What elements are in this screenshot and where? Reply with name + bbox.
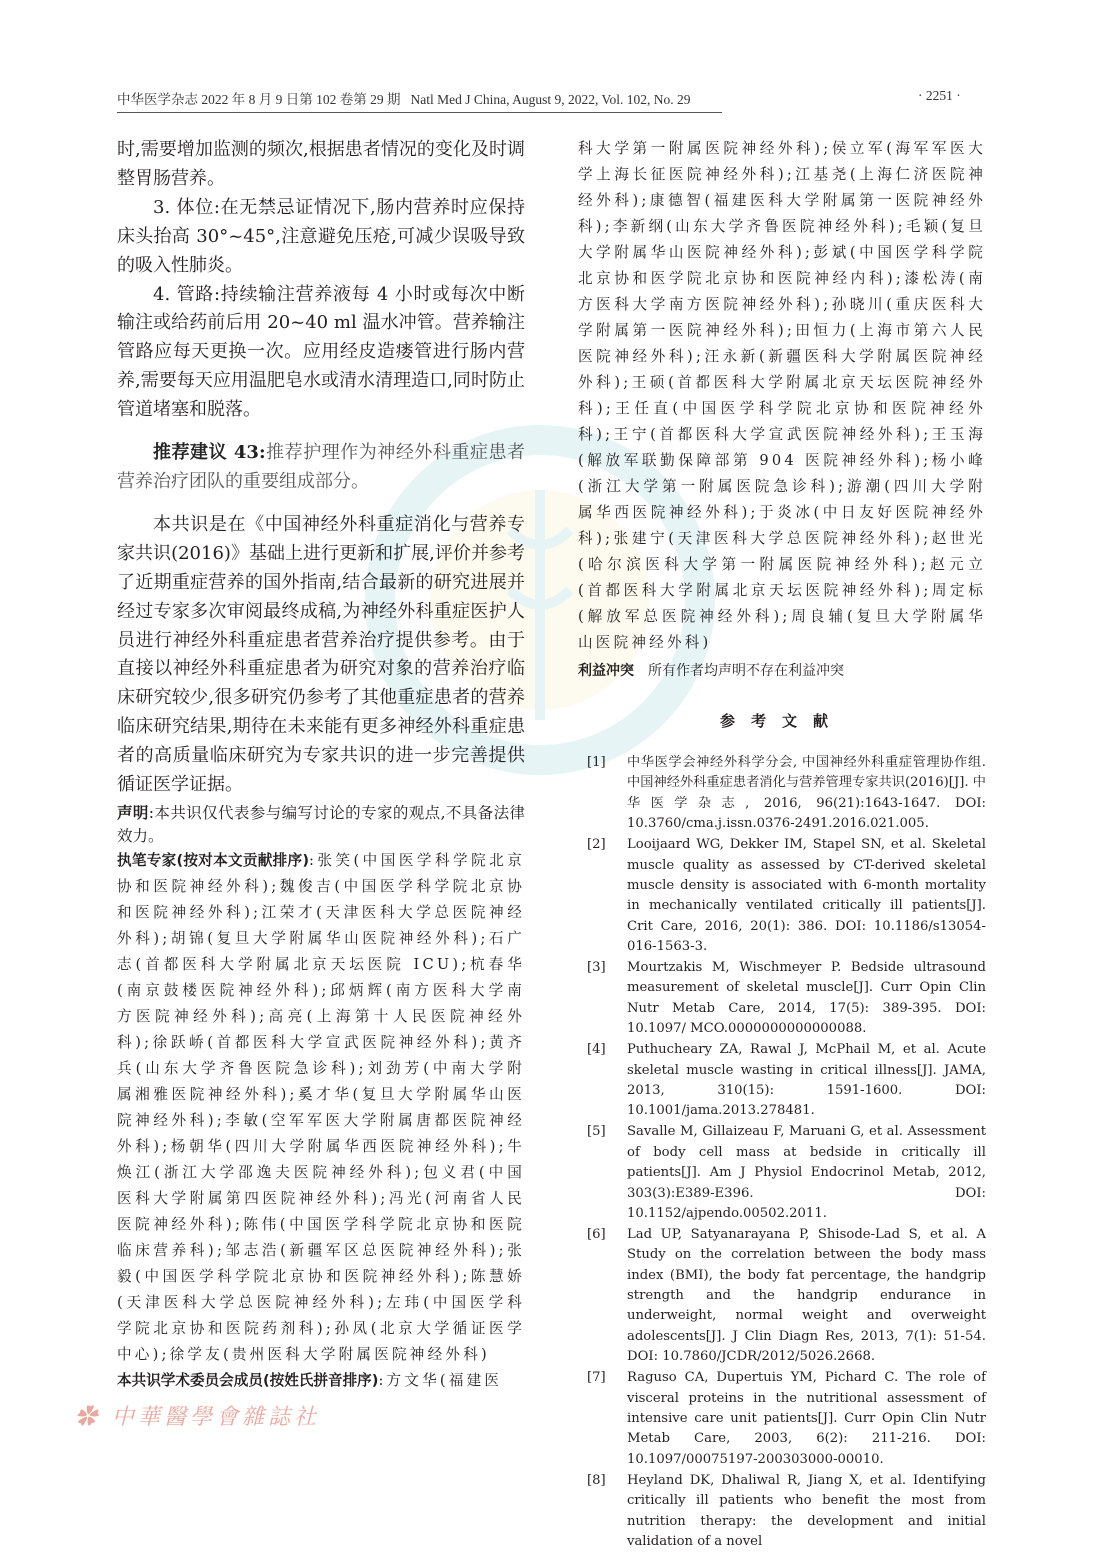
reference-item [587, 1122, 986, 1224]
reference-text: 中华医学会神经外科学分会, 中国神经外科重症管理协作组. 中国神经外科重症患者消化与营养管理专家共识(2016)[J]. 中华医学杂志, 2016, 96(21):1643-1647. DOI: 10.3760/cma.j.issn.0376-2491.2016.021.005. [627, 755, 986, 832]
recommendation-text: 推荐护理作为神经外科重症患者营养治疗团队的重要组成部分。 [117, 442, 525, 492]
reference-text: Looijaard WG, Dekker IM, Stapel SN, et al. Skeletal muscle quality as assessed by CT-derived skeletal muscle density is associated with 6-month mortality in mechanically ventilated critically ill patients[J]. Crit Care, 2016, 20(1): 386. DOI: 10.1186/s13054-016-1563-3. [627, 837, 986, 955]
recommendation-label: 推荐建议 43: [153, 442, 266, 464]
statement-label: 声明 [117, 803, 149, 822]
publisher-logo: ✿ 中華醫學會雜誌社 [75, 1404, 320, 1430]
running-header [117, 88, 722, 113]
reference-number: [8] [587, 1472, 606, 1488]
committee-list-start [117, 1368, 525, 1394]
references-title: 参考文献 [719, 712, 844, 730]
coi-text: 所有作者均声明不存在利益冲突 [648, 663, 844, 679]
conclusion-paragraph: 本共识是在《中国神经外科重症消化与营养专家共识(2016)》基础上进行更新和扩展,评价并参考了近期重症营养的国外指南,结合最新的研究进展并经过专家多次审阅最终成稿,为神经外科重症医护人员进行神经外科重症患者营养治疗提供参考。由于直接以神经外科重症患者为研究对象的营养治疗临床研究较少,很多研究仍参考了其他重症患者的营养临床研究结果,期待在未来能有更多神经外科重症患者的高质量临床研究为专家共识的进一步完善提供循证医学证据。 [117, 513, 525, 796]
reference-item [587, 1368, 986, 1470]
statement [117, 802, 525, 848]
paragraph: 3. 体位:在无禁忌证情况下,肠内营养时应保持床头抬高 30°~45°,注意避免压疮,可减少误吸导致的吸入性肺炎。 [117, 196, 525, 276]
reference-item [587, 1040, 986, 1122]
left-column-top [117, 136, 525, 425]
reference-number: [3] [587, 960, 606, 976]
paragraph: 时,需要增加监测的频次,根据患者情况的变化及时调整胃肠营养。 [117, 139, 525, 189]
statement-text: :本共识仅代表参与编写讨论的专家的观点,不具备法律效力。 [117, 803, 525, 845]
reference-text: Lad UP, Satyanarayana P, Shisode-Lad S, et al. A Study on the correlation between the body mass index (BMI), the body fat percentage, the handgrip strength and the handgrip endurance in underweight, normal weight and overweight adolescents[J]. J Clin Diagn Res, 2013, 7(1): 51-54. DOI: 10.7860/JCDR/2012/5026.2668. [627, 1226, 986, 1365]
reference-text: Raguso CA, Dupertuis YM, Pichard C. The role of visceral proteins in the nutritional assessment of intensive care unit patients[J]. Curr Opin Clin Nutr Metab Care, 2003, 6(2): 211-216. DOI: 10.1097/00075197-200303000-00010. [627, 1370, 986, 1467]
conflict-of-interest [578, 660, 986, 682]
paragraph: 4. 管路:持续输注营养液每 4 小时或每次中断输注或给药前后用 20~40 ml 温水冲管。营养输注管路应每天更换一次。应用经皮造瘘管进行肠内营养,需要每天应用温肥皂水或清水清理造口,同时防止管道堵塞和脱落。 [117, 283, 525, 421]
committee-list-continued: 科大学第一附属医院神经外科);侯立军(海军军医大学上海长征医院神经外科);江基尧(上海仁济医院神经外科);康德智(福建医科大学附属第一医院神经外科);李新纲(山东大学齐鲁医院神经外科);毛颖(复旦大学附属华山医院神经外科);彭斌(中国医学科学院北京协和医学院北京协和医院神经内科);漆松涛(南方医科大学南方医院神经外科);孙晓川(重庆医科大学附属第一医院神经外科);田恒力(上海市第六人民医院神经外科);汪永新(新疆医科大学附属医院神经外科);王硕(首都医科大学附属北京天坛医院神经外科);王任直(中国医学科学院北京协和医院神经外科);王宁(首都医科大学宣武医院神经外科);王玉海(解放军联勤保障部第 904 医院神经外科);杨小峰(浙江大学第一附属医院急诊科);游潮(四川大学附属华西医院神经外科);于炎冰(中日友好医院神经外科);张建宁(天津医科大学总医院神经外科);赵世光(哈尔滨医科大学第一附属医院神经外科);赵元立(首都医科大学附属北京天坛医院神经外科);周定标(解放军总医院神经外科);周良辅(复旦大学附属华山医院神经外科) [578, 140, 986, 651]
reference-item [587, 753, 986, 835]
reference-number: [6] [587, 1226, 606, 1242]
recommendation-43 [117, 439, 525, 497]
page-number: · 2251 · [918, 88, 961, 103]
reference-list [587, 753, 986, 1553]
writers-text: :张笑(中国医学科学院北京协和医院神经外科);魏俊吉(中国医学科学院北京协和医院神经外科);江荣才(天津医科大学总医院神经外科);胡锦(复旦大学附属华山医院神经外科);石广志(首都医科大学附属北京天坛医院 ICU);杭春华(南京鼓楼医院神经外科);邱炳辉(南方医科大学南方医院神经外科);高亮(上海第十人民医院神经外科);徐跃峤(首都医科大学宣武医院神经外科);黄齐兵(山东大学齐鲁医院急诊科);刘劲芳(中南大学附属湘雅医院神经外科);奚才华(复旦大学附属华山医院神经外科);李敏(空军军医大学附属唐都医院神经外科);杨朝华(四川大学附属华西医院神经外科);牛焕江(浙江大学邵逸夫医院神经外科);包义君(中国医科大学附属第四医院神经外科);冯光(河南省人民医院神经外科);陈伟(中国医学科学院北京协和医院临床营养科);邹志浩(新疆军区总医院神经外科);张毅(中国医学科学院北京协和医院神经外科);陈慧娇(天津医科大学总医院神经外科);左玮(中国医学科学院北京协和医院药剂科);孙凤(北京大学循证医学中心);徐学友(贵州医科大学附属医院神经外科) [117, 851, 525, 1363]
coi-label: 利益冲突 [578, 663, 634, 679]
committee-label: 本共识学术委员会成员(按姓氏拼音排序) [117, 1371, 379, 1389]
journal-en: Natl Med J China, August 9, 2022, Vol. 102, No. 29 [410, 92, 691, 107]
reference-item [587, 835, 986, 957]
reference-item [587, 1225, 986, 1368]
writers-list [117, 848, 525, 1368]
reference-text: Heyland DK, Dhaliwal R, Jiang X, et al. Identifying critically ill patients who benefit the most from nutrition therapy: the development and initial validation of a novel [627, 1472, 986, 1549]
reference-number: [5] [587, 1124, 606, 1140]
reference-item [587, 1471, 986, 1553]
reference-text: Savalle M, Gillaizeau F, Maruani G, et al. Assessment of body cell mass at bedside in critically ill patients[J]. Am J Physiol Endocrinol Metab, 2012, 303(3):E389-E396. DOI: 10.1152/ajpendo.00502.2011. [627, 1124, 986, 1221]
journal-cn: 中华医学杂志 2022 年 8 月 9 日第 102 卷第 29 期 [117, 92, 401, 107]
reference-number: [4] [587, 1042, 606, 1058]
left-column [75, 136, 525, 1432]
right-column [578, 136, 986, 1553]
writers-label: 执笔专家(按对本文贡献排序) [117, 851, 309, 869]
reference-number: [1] [587, 755, 606, 770]
reference-item [587, 958, 986, 1040]
reference-text: Puthucheary ZA, Rawal J, McPhail M, et al. Acute skeletal muscle wasting in critical illness[J]. JAMA, 2013, 310(15): 1591-1600. DOI: 10.1001/jama.2013.278481. [627, 1042, 986, 1119]
reference-text: Mourtzakis M, Wischmeyer P. Bedside ultrasound measurement of skeletal muscle[J]. Curr Opin Clin Nutr Metab Care, 2014, 17(5): 389-395. DOI: 10.1097/ MCO.0000000000000088. [627, 960, 986, 1037]
reference-number: [7] [587, 1370, 606, 1386]
committee-text: :方文华(福建医 [378, 1371, 503, 1389]
reference-number: [2] [587, 837, 606, 853]
